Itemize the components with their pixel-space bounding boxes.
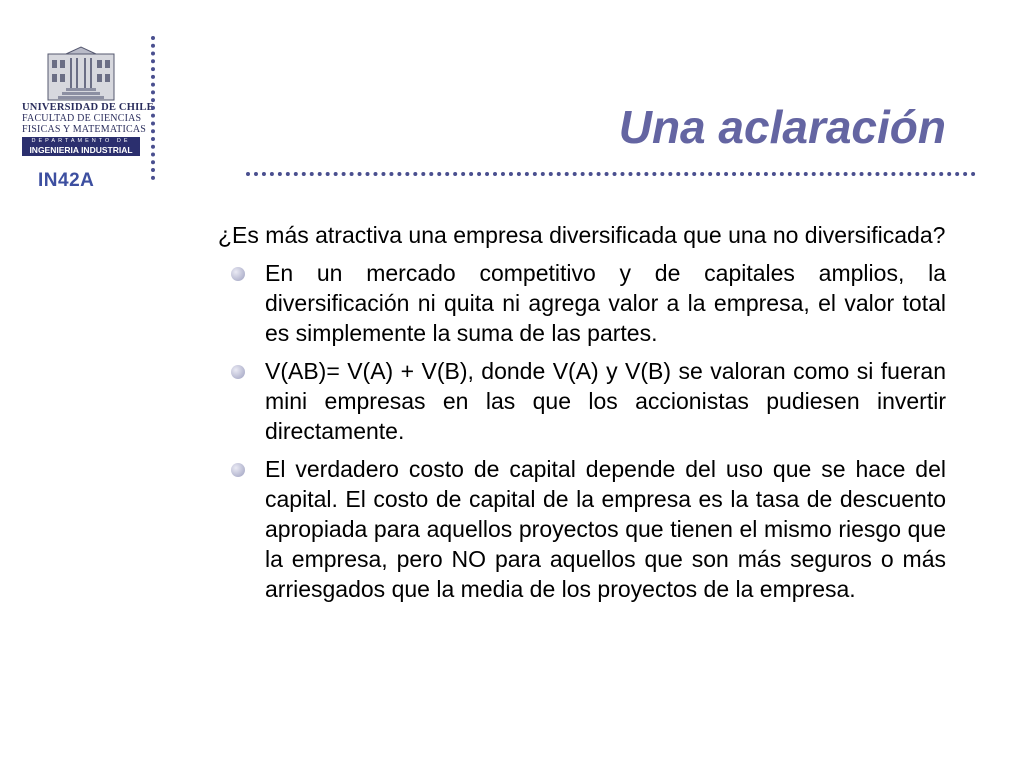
logo-faculty-2: FISICAS Y MATEMATICAS: [22, 124, 147, 135]
logo-department-label: DEPARTAMENTO DE: [22, 137, 140, 145]
university-building-icon: [46, 46, 116, 102]
logo-university: UNIVERSIDAD DE CHILE: [22, 102, 154, 113]
slide-title: Una aclaración: [618, 101, 946, 153]
bullet-list: [218, 258, 946, 604]
bullet-text: El verdadero costo de capital depende del uso que se hace del capital. El costo de capital de la empresa es la tasa de descuento apropiada para aquellos proyectos que tienen el mismo riesgo que la empresa, pero NO para aquellos que son más seguros o más arriesgados que la media de los proyectos de la empresa.: [265, 456, 946, 602]
bullet-dot-icon: [231, 463, 245, 477]
logo-department-name: INGENIERIA INDUSTRIAL: [22, 145, 140, 156]
bullet-text: V(AB)= V(A) + V(B), donde V(A) y V(B) se valoran como si fueran mini empresas en las que los accionistas pudiesen invertir directamente.: [265, 358, 946, 444]
bullet-item: [218, 258, 946, 348]
bullet-dot-icon: [231, 267, 245, 281]
course-code: IN42A: [38, 170, 95, 191]
bullet-item: [218, 356, 946, 446]
logo-faculty: FACULTAD DE CIENCIAS: [22, 113, 142, 124]
bullet-text: En un mercado competitivo y de capitales amplios, la diversificación ni quita ni agrega valor a la empresa, el valor total es simplemente la suma de las partes.: [265, 260, 946, 346]
bullet-item: [218, 454, 946, 604]
vertical-dotted-divider: [151, 36, 155, 180]
lead-question: ¿Es más atractiva una empresa diversificada que una no diversificada?: [218, 222, 946, 248]
slide-body: [218, 220, 946, 612]
title-dotted-underline: [246, 172, 976, 176]
university-logo: [22, 46, 154, 156]
bullet-dot-icon: [231, 365, 245, 379]
